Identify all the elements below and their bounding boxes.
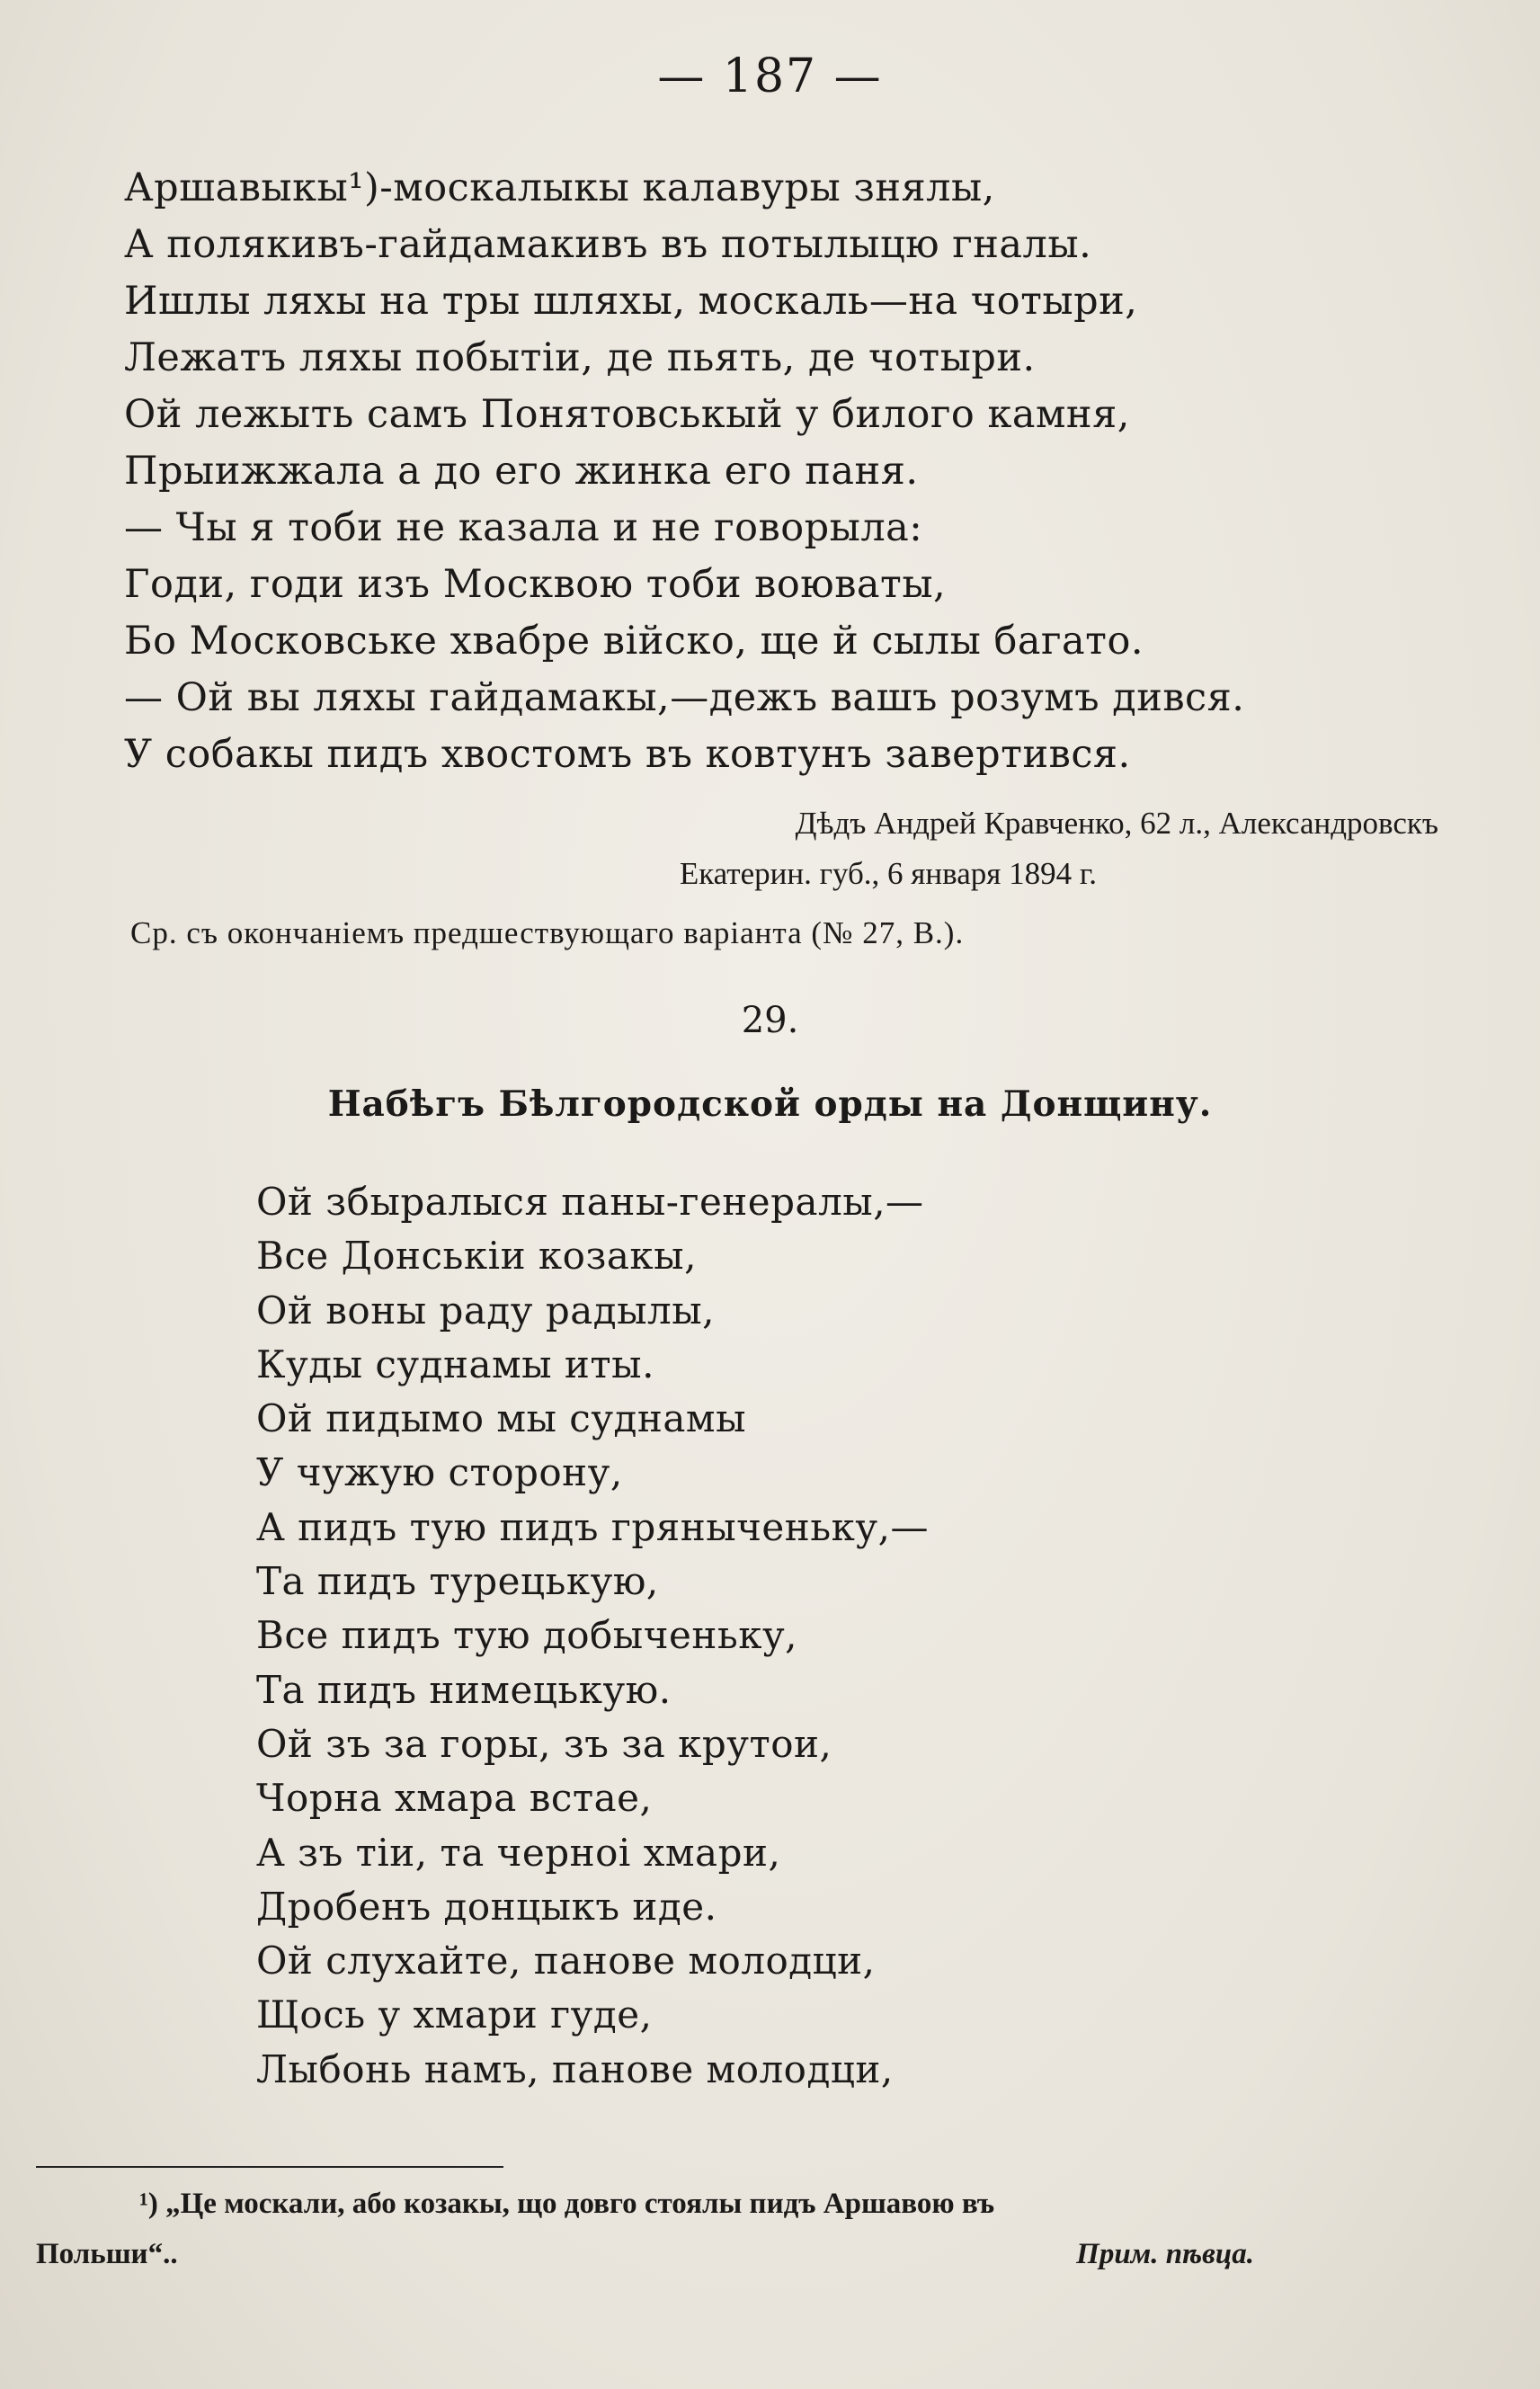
footnote-source: Прим. пѣвца. — [1076, 2238, 1254, 2270]
verse-line: Та пидъ турецькую, — [256, 1559, 659, 1604]
verse-line: Аршавыкы¹)-москалыкы калавуры знялы, — [124, 165, 995, 210]
verse-line: — Ой вы ляхы гайдамакы,—дежъ вашъ розумъ дився. — [124, 675, 1245, 720]
song-verses — [256, 1175, 929, 2097]
verse-line: Та пидъ нимецькую. — [256, 1667, 672, 1712]
song-number: 29. — [741, 1000, 799, 1041]
verse-line: Лежатъ ляхы побытiи, де пьять, де чотыри. — [124, 335, 1036, 380]
page-number: — 187 — — [657, 49, 883, 103]
verse-line: Чорна хмара встае, — [256, 1776, 653, 1821]
verse-line: Ой зъ за горы, зъ за крутои, — [256, 1721, 832, 1766]
footnote-marker: ¹) — [139, 2188, 158, 2220]
stanza-continuation — [124, 160, 1244, 783]
verse-line: Ой лежыть самъ Понятовськый у билого камня, — [124, 392, 1130, 437]
verse-line: Ой воны раду радылы, — [256, 1288, 716, 1333]
footnote-text-continued: Польши“.. — [36, 2238, 178, 2270]
verse-line: У чужую сторону, — [256, 1450, 623, 1495]
verse-line: Все Донськiи козакы, — [256, 1234, 697, 1279]
verse-line: — Чы я тоби не казала и не говорыла: — [124, 505, 923, 550]
footnote-text: „Це москали, або козакы, що довго стоялы пидъ Аршавою въ — [165, 2188, 995, 2220]
verse-line: Ой пидымо мы суднамы — [256, 1396, 747, 1441]
footnote-line-1 — [36, 2179, 1456, 2229]
footnote — [36, 2179, 1456, 2279]
verse-line: Прыижжала а до его жинка его паня. — [124, 449, 919, 494]
verse-line: Куды суднамы иты. — [256, 1342, 654, 1386]
verse-line: Лыбонь намъ, панове молодци, — [256, 2046, 894, 2091]
singer-attribution — [0, 798, 1438, 899]
verse-line: Годи, годи изъ Москвою тоби воюваты, — [124, 562, 947, 607]
compare-note: Ср. съ окончанiемъ предшествующаго варiанта (№ 27, В.). — [130, 915, 965, 950]
footnote-divider — [36, 2166, 503, 2168]
song-title: Набѣгъ Бѣлгородской орды на Донщину. — [327, 1083, 1213, 1125]
verse-line: А полякивъ-гайдамакивъ въ потылыцю гналы. — [124, 222, 1092, 267]
verse-line: А зъ тiи, та черноi хмари, — [256, 1830, 781, 1875]
verse-line: А пидъ тую пидъ гряныченьку,— — [256, 1504, 929, 1549]
verse-line: Ой збыралыся паны-генералы,— — [256, 1180, 924, 1224]
attribution-line-1: Дѣдъ Андрей Кравченко, 62 л., Александровскъ — [795, 806, 1438, 841]
verse-line: У собакы пидъ хвостомъ въ ковтунъ завертився. — [124, 732, 1131, 777]
verse-line: Бо Московське хвабре вiйско, ще й сылы багато. — [124, 619, 1144, 664]
verse-line: Ой слухайте, панове молодци, — [256, 1939, 876, 1983]
verse-line: Все пидъ тую добыченьку, — [256, 1613, 798, 1658]
footnote-line-2 — [36, 2229, 1456, 2279]
verse-line: Ишлы ляхы на тры шляхы, москаль—на чотыри, — [124, 279, 1138, 324]
attribution-line-2: Екатерин. губ., 6 января 1894 г. — [679, 856, 1097, 891]
verse-line: Дробенъ донцыкъ иде. — [256, 1884, 717, 1929]
verse-line: Щось у хмари гуде, — [256, 1992, 653, 2037]
